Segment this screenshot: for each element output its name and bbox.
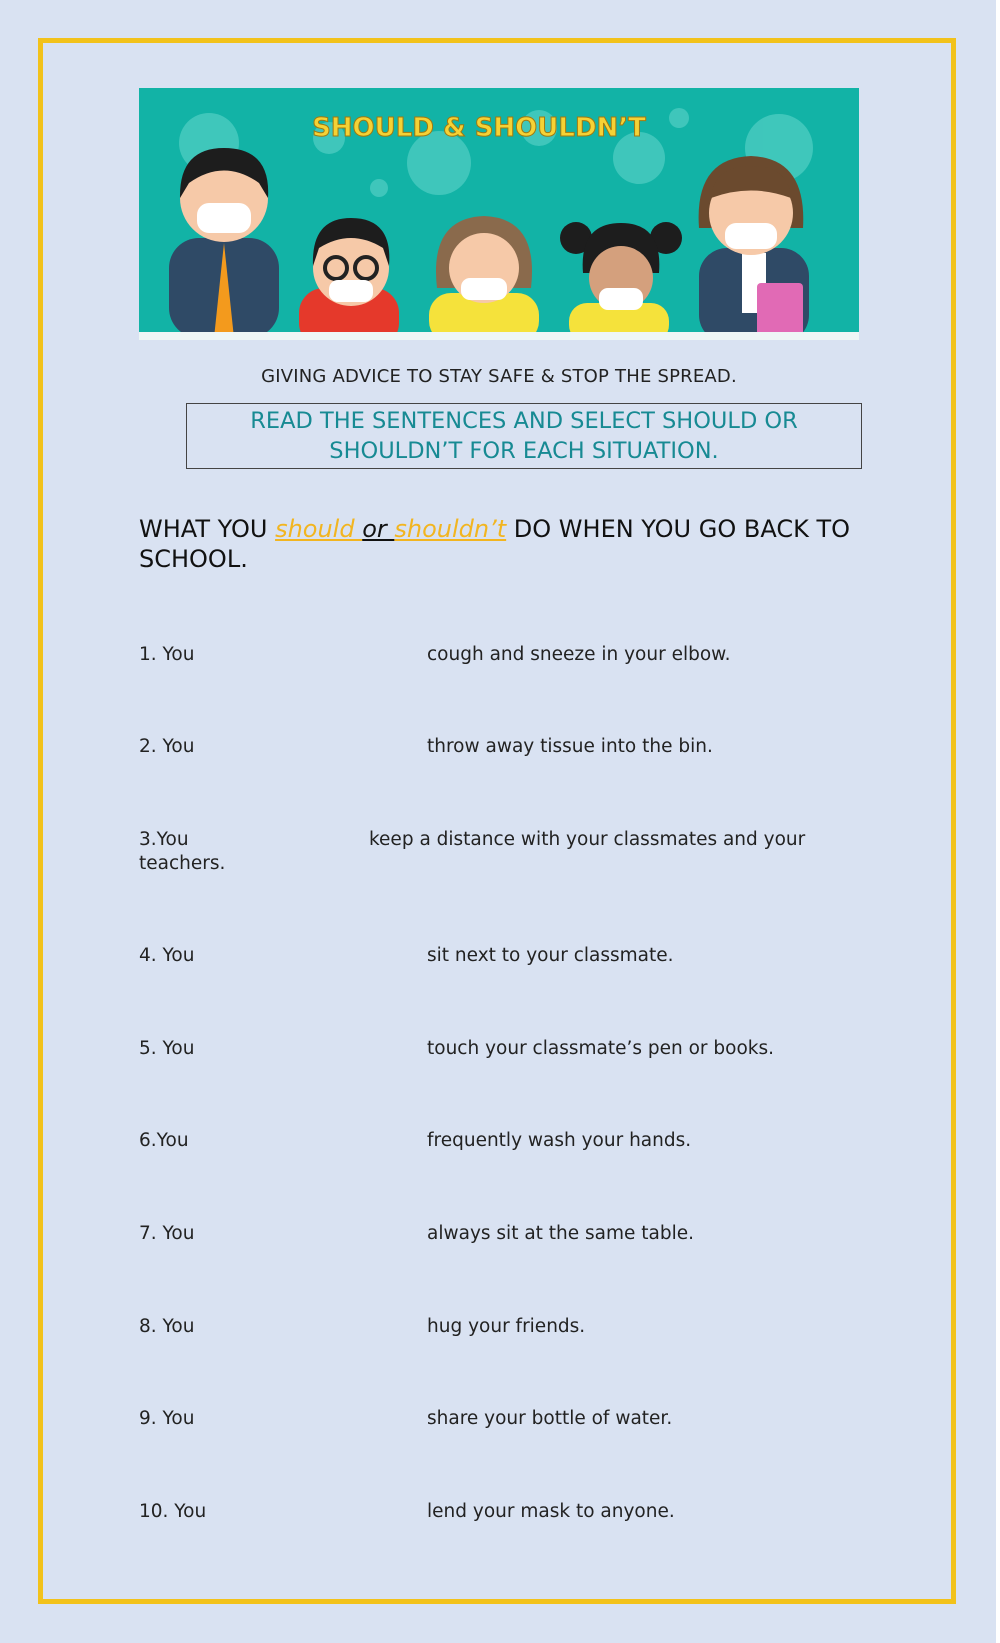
item-number: 9. You <box>139 1408 195 1429</box>
item-number: 7. You <box>139 1223 195 1244</box>
instructions-line-2: SHOULDN’T FOR EACH SITUATION. <box>329 438 719 464</box>
banner-title: SHOULD & SHOULDN’T <box>312 113 646 143</box>
instructions-line-1: READ THE SENTENCES AND SELECT SHOULD OR <box>250 408 798 434</box>
kid-boy-glasses <box>299 218 399 340</box>
item-text: touch your classmate’s pen or books. <box>427 1038 775 1059</box>
teacher-woman <box>699 156 809 340</box>
item-number: 2. You <box>139 736 195 757</box>
item-number: 8. You <box>139 1316 195 1337</box>
heading-prefix: WHAT YOU <box>139 515 276 543</box>
item-text: share your bottle of water. <box>427 1408 673 1429</box>
item-number: 5. You <box>139 1038 195 1059</box>
kid-girl-center <box>429 216 539 340</box>
item-text: always sit at the same table. <box>427 1223 695 1244</box>
section-heading <box>139 514 879 574</box>
heading-line-2: SCHOOL. <box>139 545 248 573</box>
instructions-box <box>186 403 862 469</box>
item-text-continued: teachers. <box>139 853 226 874</box>
item-number: 6.You <box>139 1130 189 1151</box>
item-number: 1. You <box>139 644 195 665</box>
item-number: 3.You <box>139 829 189 850</box>
option-should: should <box>275 515 363 543</box>
item-text: sit next to your classmate. <box>427 945 674 966</box>
kid-boy-suit <box>169 148 279 338</box>
heading-suffix: DO WHEN YOU GO BACK TO <box>506 515 850 543</box>
page-edge <box>996 0 1000 1643</box>
banner-illustration <box>139 88 859 340</box>
subtitle: GIVING ADVICE TO STAY SAFE & STOP THE SPREAD. <box>261 366 737 387</box>
item-text: hug your friends. <box>427 1316 586 1337</box>
option-connector: or <box>362 515 395 543</box>
item-text: throw away tissue into the bin. <box>427 736 713 757</box>
item-text: keep a distance with your classmates and your <box>369 829 806 850</box>
item-text: lend your mask to anyone. <box>427 1501 675 1522</box>
kid-girl-puffs <box>560 222 682 340</box>
option-shouldnt: shouldn’t <box>394 515 507 543</box>
item-text: frequently wash your hands. <box>427 1130 692 1151</box>
item-number: 10. You <box>139 1501 207 1522</box>
item-number: 4. You <box>139 945 195 966</box>
item-text: cough and sneeze in your elbow. <box>427 644 731 665</box>
